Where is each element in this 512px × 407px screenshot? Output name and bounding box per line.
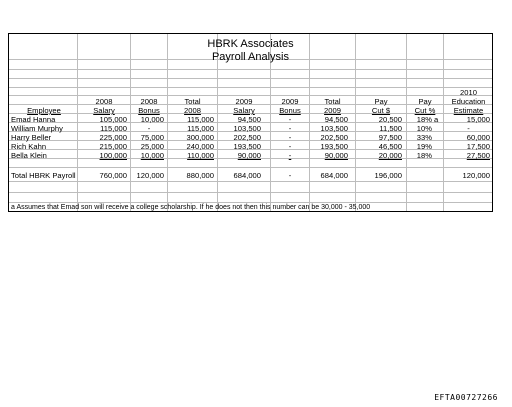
footnote-marker: a — [434, 115, 439, 124]
education-estimate: - — [467, 124, 470, 133]
total-2009-sum: 684,000 — [320, 171, 348, 180]
bonus-2008: 10,000 — [140, 115, 164, 124]
pay-cut-dollars: 46,500 — [378, 142, 402, 151]
header-pay-cut-pct-line2: Cut % — [414, 106, 436, 115]
bonus-2008: 25,000 — [140, 142, 164, 151]
pay-cut-dollars: 11,500 — [379, 124, 402, 133]
salary-2009: 193,500 — [233, 142, 261, 151]
total-2008: 300,000 — [186, 133, 214, 142]
total-2009: 90,000 — [324, 151, 348, 160]
total-2009: 94,500 — [324, 115, 348, 124]
employee-name: Harry Beller — [11, 133, 52, 142]
total-salary-2008: 760,000 — [99, 171, 127, 180]
total-2008-sum: 880,000 — [186, 171, 214, 180]
header-2009-salary-line1: 2009 — [235, 97, 253, 106]
header-total-2009-line1: Total — [324, 97, 341, 106]
pay-cut-dollars: 20,000 — [378, 151, 402, 160]
bonus-2008: 75,000 — [140, 133, 164, 142]
total-pay-cut-dollars: 196,000 — [374, 171, 402, 180]
header-pay-cut-dollars-line2: Cut $ — [371, 106, 391, 115]
header-2009-bonus-line1: 2009 — [281, 97, 299, 106]
total-education-estimate: 120,000 — [462, 171, 490, 180]
header-2009-bonus-line2: Bonus — [279, 106, 301, 115]
total-label: Total HBRK Payroll — [11, 171, 76, 180]
total-2008: 110,000 — [187, 151, 214, 160]
total-2009: 202,500 — [320, 133, 348, 142]
header-2008-salary-line2: Salary — [93, 106, 115, 115]
header-2008-salary-line1: 2008 — [95, 97, 113, 106]
pay-cut-pct: 19% — [416, 142, 432, 151]
employee-name: Rich Kahn — [11, 142, 47, 151]
total-2009: 193,500 — [320, 142, 348, 151]
grid-line — [9, 181, 492, 182]
education-estimate: 60,000 — [466, 133, 490, 142]
report-subtitle: Payroll Analysis — [211, 51, 290, 63]
salary-2008: 115,000 — [100, 124, 127, 133]
salary-2008: 225,000 — [99, 133, 127, 142]
salary-2009: 103,500 — [233, 124, 261, 133]
document-id: EFTA00727266 — [434, 393, 498, 402]
grid-line — [9, 87, 492, 88]
company-title: HBRK Associates — [207, 38, 294, 50]
education-estimate: 17,500 — [466, 142, 490, 151]
header-pay-cut-dollars-line1: Pay — [374, 97, 388, 106]
grid-line — [9, 69, 492, 70]
grid-line — [9, 78, 492, 79]
employee-name: Emad Hanna — [11, 115, 56, 124]
header-employee: Employee — [27, 106, 61, 115]
total-2008: 115,000 — [187, 124, 214, 133]
pay-cut-pct: 18% — [416, 115, 432, 124]
salary-2009: 94,500 — [237, 115, 261, 124]
employee-name: Bella Klein — [11, 151, 47, 160]
header-estimate-line2: Estimate — [453, 106, 484, 115]
bonus-2009: - — [288, 124, 292, 133]
salary-2009: 90,000 — [237, 151, 261, 160]
total-bonus-2009: - — [288, 171, 292, 180]
bonus-2008: 10,000 — [140, 151, 164, 160]
header-total-2008-line1: Total — [184, 97, 201, 106]
pay-cut-pct: 10% — [416, 124, 432, 133]
pay-cut-dollars: 20,500 — [378, 115, 402, 124]
pay-cut-pct: 33% — [416, 133, 432, 142]
payroll-sheet — [8, 33, 493, 212]
education-estimate: 27,500 — [466, 151, 490, 160]
header-2008-bonus-line2: Bonus — [138, 106, 160, 115]
header-total-2008-line2: 2008 — [184, 106, 201, 115]
salary-2008: 100,000 — [99, 151, 127, 160]
bonus-2009: - — [288, 133, 292, 142]
bonus-2009: - — [288, 142, 292, 151]
pay-cut-pct: 18% — [416, 151, 432, 160]
total-2008: 240,000 — [186, 142, 214, 151]
total-2008: 115,000 — [187, 115, 214, 124]
header-2008-bonus-line1: 2008 — [140, 97, 158, 106]
footnote-text: a Assumes that Emad son will receive a college scholarship. If he does not then this number can be 30,000 - 35,000 — [11, 204, 371, 211]
total-2009: 103,500 — [320, 124, 348, 133]
salary-2008: 105,000 — [99, 115, 127, 124]
header-year-2010: 2010 — [460, 88, 477, 97]
education-estimate: 15,000 — [466, 115, 490, 124]
bonus-2008: - — [147, 124, 151, 133]
salary-2008: 215,000 — [99, 142, 127, 151]
header-total-2009-line2: 2009 — [324, 106, 341, 115]
grid-line — [9, 167, 492, 168]
grid-line — [9, 192, 492, 193]
grid-line — [9, 202, 492, 203]
grid-line — [9, 95, 492, 96]
total-salary-2009: 684,000 — [233, 171, 261, 180]
salary-2009: 202,500 — [233, 133, 261, 142]
bonus-2009: - — [288, 115, 292, 124]
employee-name: William Murphy — [11, 124, 63, 133]
header-education-line1: Education — [451, 97, 486, 106]
header-2009-salary-line2: Salary — [233, 106, 255, 115]
header-pay-cut-pct-line1: Pay — [418, 97, 432, 106]
pay-cut-dollars: 97,500 — [378, 133, 402, 142]
bonus-2009: - — [288, 151, 292, 160]
total-bonus-2008: 120,000 — [136, 171, 164, 180]
